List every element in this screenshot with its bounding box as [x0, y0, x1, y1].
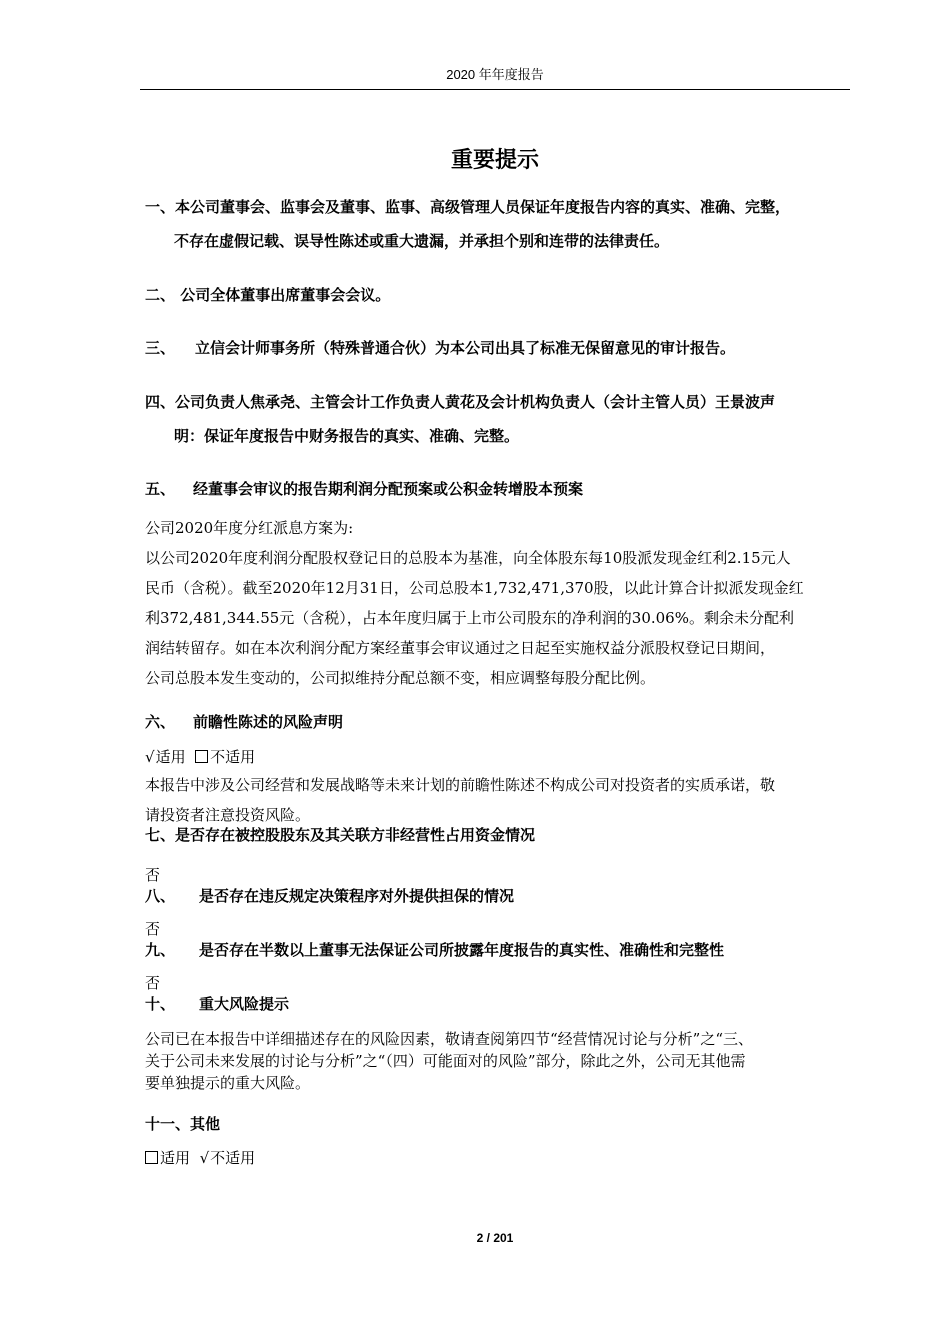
section-eight-answer: 否 — [145, 920, 161, 938]
section-five-line: 公司总股本发生变动的，公司拟维持分配总额不变，相应调整每股分配比例。 — [145, 669, 656, 687]
section-seven-heading: 七、是否存在被控股股东及其关联方非经营性占用资金情况 — [145, 826, 536, 844]
empty-checkbox-icon — [145, 1151, 158, 1164]
section-six-line: 本报告中涉及公司经营和发展战略等未来计划的前瞻性陈述不构成公司对投资者的实质承诺，敬 — [145, 776, 776, 794]
section-five-line: 公司2020年度分红派息方案为: — [145, 519, 354, 537]
section-six-number: 六、 — [145, 713, 176, 731]
section-three-number: 三、 — [145, 339, 176, 357]
section-one — [145, 190, 790, 258]
section-five-heading — [145, 472, 583, 506]
section-six-heading — [145, 705, 343, 739]
section-ten-title: 重大风险提示 — [199, 995, 290, 1013]
page-header: 2020 年年度报告 — [446, 67, 544, 82]
section-ten-body — [145, 1028, 851, 1094]
section-ten-line: 关于公司未来发展的讨论与分析”之“（四）可能面对的风险”部分，除此之外，公司无其他需 — [145, 1052, 746, 1070]
section-six-title: 前瞻性陈述的风险声明 — [193, 713, 344, 731]
section-four-line-1: 四、公司负责人焦承尧、主管会计工作负责人黄花及会计机构负责人（会计主管人员）王景波声 — [145, 393, 776, 411]
section-nine-number: 九、 — [145, 941, 176, 959]
section-six-line: 请投资者注意投资风险。 — [145, 806, 311, 824]
checkmark-icon: √ — [145, 748, 155, 766]
section-ten-number: 十、 — [145, 995, 176, 1013]
section-nine-answer: 否 — [145, 974, 161, 992]
section-four-line-2: 明：保证年度报告中财务报告的真实、准确、完整。 — [174, 427, 520, 445]
section-three — [145, 331, 735, 365]
page-title: 重要提示 — [450, 148, 539, 173]
section-eight-title: 是否存在违反规定决策程序对外提供担保的情况 — [199, 887, 515, 905]
section-five-line: 民币（含税）。截至2020年12月31日，公司总股本1,732,471,370股，以此计算合计拟派发现金红 — [145, 579, 804, 597]
section-nine-heading — [145, 933, 724, 967]
section-ten-line: 要单独提示的重大风险。 — [145, 1074, 311, 1092]
checkmark-icon: √ — [199, 1149, 210, 1167]
header-divider — [140, 89, 850, 90]
section-five-line: 以公司2020年度利润分配股权登记日的总股本为基准，向全体股东每10股派发现金红利2.15元人 — [145, 549, 791, 567]
option-applicable-label: 适用 — [160, 1149, 191, 1167]
section-one-line-2: 不存在虚假记载、误导性陈述或重大遗漏，并承担个别和连带的法律责任。 — [174, 232, 670, 250]
section-five-body — [145, 513, 851, 693]
empty-checkbox-icon — [195, 750, 208, 763]
section-five-title: 经董事会审议的报告期利润分配预案或公积金转增股本预案 — [193, 480, 584, 498]
section-one-line-1: 一、本公司董事会、监事会及董事、监事、高级管理人员保证年度报告内容的真实、准确、完整， — [145, 198, 791, 216]
option-applicable-label: 适用 — [155, 748, 186, 766]
section-ten-heading — [145, 987, 289, 1021]
section-two: 二、 公司全体董事出席董事会会议。 — [145, 286, 391, 304]
section-three-text: 立信会计师事务所（特殊普通合伙）为本公司出具了标准无保留意见的审计报告。 — [195, 339, 736, 357]
section-nine-title: 是否存在半数以上董事无法保证公司所披露年度报告的真实性、准确性和完整性 — [199, 941, 725, 959]
section-five-number: 五、 — [145, 480, 176, 498]
section-eleven-checkbox-row — [145, 1147, 255, 1168]
section-ten-line: 公司已在本报告中详细描述存在的风险因素，敬请查阅第四节“经营情况讨论与分析”之“三、 — [145, 1030, 754, 1048]
section-six-checkbox-row — [145, 746, 255, 767]
page-number: 2 / 201 — [476, 1231, 514, 1245]
section-five-line: 利372,481,344.55元（含税），占本年度归属于上市公司股东的净利润的30.06%。剩余未分配利 — [145, 609, 794, 627]
section-eight-heading — [145, 879, 514, 913]
section-seven-answer: 否 — [145, 866, 161, 884]
option-not-applicable-label: 不适用 — [210, 1149, 256, 1167]
section-four — [145, 385, 775, 453]
section-eight-number: 八、 — [145, 887, 176, 905]
section-eleven-heading: 十一、其他 — [145, 1115, 221, 1133]
section-five-line: 润结转留存。如在本次利润分配方案经董事会审议通过之日起至实施权益分派股权登记日期间， — [145, 639, 776, 657]
option-not-applicable-label: 不适用 — [210, 748, 256, 766]
